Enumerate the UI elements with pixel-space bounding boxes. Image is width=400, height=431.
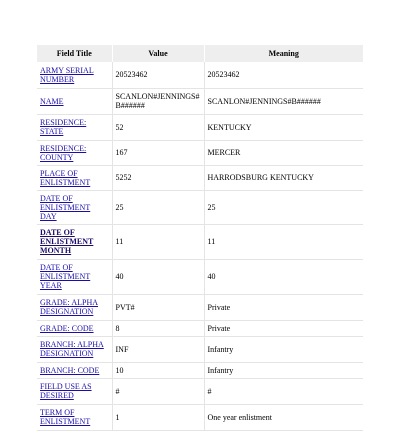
table-row bbox=[37, 362, 363, 378]
header-row bbox=[37, 45, 363, 62]
meaning-cell: Private bbox=[204, 320, 363, 336]
meaning-cell: 25 bbox=[204, 190, 363, 224]
table-row bbox=[37, 140, 363, 165]
header-meaning: Meaning bbox=[204, 45, 363, 62]
field-link-field-use[interactable]: FIELD USE AS DESIRED bbox=[40, 382, 92, 400]
table-row bbox=[37, 336, 363, 362]
table-row bbox=[37, 190, 363, 224]
value-cell: 20523462 bbox=[112, 62, 204, 88]
value-cell: INF bbox=[112, 336, 204, 362]
table-row bbox=[37, 294, 363, 320]
meaning-cell: 40 bbox=[204, 259, 363, 294]
value-cell: 10 bbox=[112, 362, 204, 378]
enlistment-record-table bbox=[37, 45, 363, 431]
table-row bbox=[37, 224, 363, 259]
field-link-enlistment-year[interactable]: DATE OF ENLISTMENT YEAR bbox=[40, 263, 91, 290]
field-link-enlistment-month[interactable]: DATE OF ENLISTMENT MONTH bbox=[40, 228, 94, 255]
field-link-branch-code[interactable]: BRANCH: CODE bbox=[40, 365, 100, 375]
value-cell: 1 bbox=[112, 404, 204, 430]
value-cell: SCANLON#JENNINGS#B###### bbox=[112, 88, 204, 114]
table-row bbox=[37, 259, 363, 294]
value-cell: 25 bbox=[112, 190, 204, 224]
table-row bbox=[37, 62, 363, 88]
value-cell: 167 bbox=[112, 140, 204, 165]
meaning-cell: Infantry bbox=[204, 362, 363, 378]
field-link-branch-alpha[interactable]: BRANCH: ALPHA DESIGNATION bbox=[40, 340, 104, 358]
table-row bbox=[37, 165, 363, 190]
meaning-cell: 20523462 bbox=[204, 62, 363, 88]
field-link-enlistment-day[interactable]: DATE OF ENLISTMENT DAY bbox=[40, 193, 91, 221]
table-row bbox=[37, 404, 363, 430]
value-cell: # bbox=[112, 378, 204, 404]
value-cell: 40 bbox=[112, 259, 204, 294]
value-cell: 8 bbox=[112, 320, 204, 336]
header-field-title: Field Title bbox=[37, 45, 112, 62]
field-link-army-serial-number[interactable]: ARMY SERIAL NUMBER bbox=[40, 65, 94, 84]
field-link-residence-county[interactable]: RESIDENCE: COUNTY bbox=[40, 143, 87, 162]
table-row bbox=[37, 114, 363, 140]
header-value: Value bbox=[112, 45, 204, 62]
field-link-grade-code[interactable]: GRADE: CODE bbox=[40, 323, 94, 333]
table-row bbox=[37, 320, 363, 336]
meaning-cell: MERCER bbox=[204, 140, 363, 165]
value-cell: 11 bbox=[112, 224, 204, 259]
field-link-term-of-enlistment[interactable]: TERM OF ENLISTMENT bbox=[40, 408, 91, 426]
meaning-cell: 11 bbox=[204, 224, 363, 259]
meaning-cell: Infantry bbox=[204, 336, 363, 362]
meaning-cell: Private bbox=[204, 294, 363, 320]
meaning-cell: KENTUCKY bbox=[204, 114, 363, 140]
value-cell: 52 bbox=[112, 114, 204, 140]
table-row bbox=[37, 88, 363, 114]
field-link-grade-alpha[interactable]: GRADE: ALPHA DESIGNATION bbox=[40, 298, 99, 316]
value-cell: 5252 bbox=[112, 165, 204, 190]
meaning-cell: HARRODSBURG KENTUCKY bbox=[204, 165, 363, 190]
meaning-cell: One year enlistment bbox=[204, 404, 363, 430]
meaning-cell: # bbox=[204, 378, 363, 404]
field-link-place-of-enlistment[interactable]: PLACE OF ENLISTMENT bbox=[40, 168, 91, 187]
value-cell: PVT# bbox=[112, 294, 204, 320]
field-link-residence-state[interactable]: RESIDENCE: STATE bbox=[40, 118, 87, 136]
table-row bbox=[37, 378, 363, 404]
meaning-cell: SCANLON#JENNINGS#B###### bbox=[204, 88, 363, 114]
field-link-name[interactable]: NAME bbox=[40, 96, 64, 106]
